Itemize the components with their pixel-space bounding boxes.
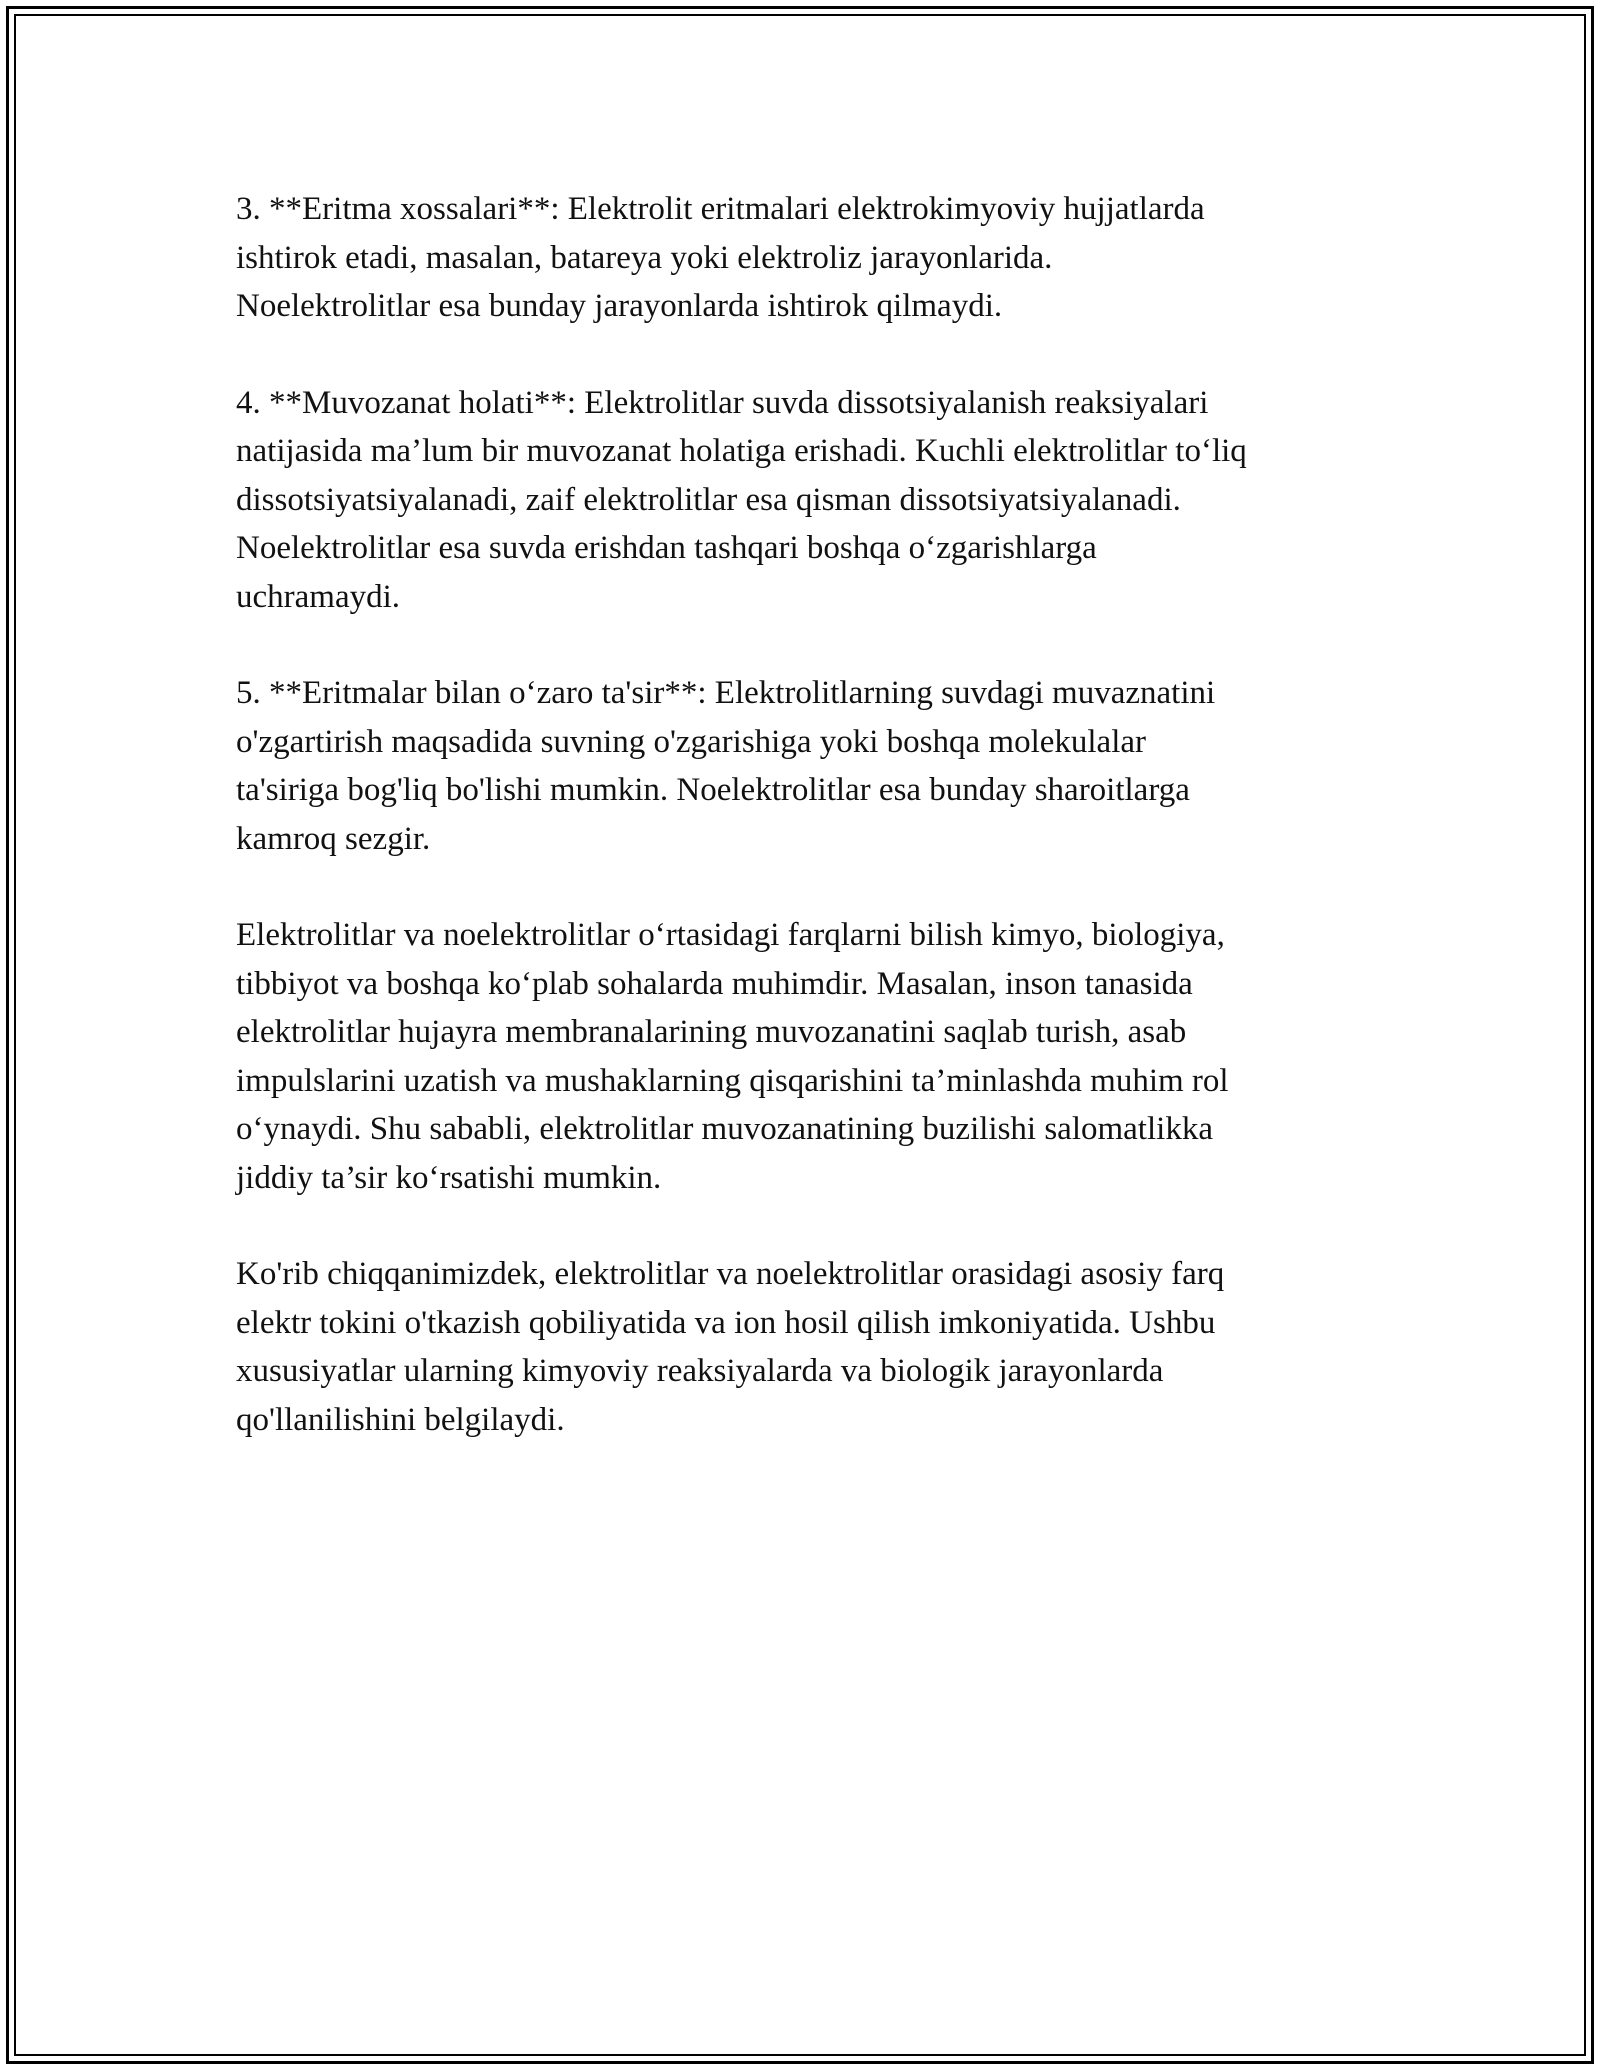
paragraph-equilibrium-state: 4. **Muvozanat holati**: Elektrolitlar suvda dissotsiyalanish reaksiyalari natijasida ma’lum bir muvozanat holatiga erishadi. Kuchli elektrolitlar to‘liq dissotsiyatsiyalanadi, zaif elektrolitlar esa qisman dissotsiyatsiyalanadi. Noelektrolitlar esa suvda erishdan tashqari boshqa o‘zgarishlarga uchramaydi. — [236, 384, 1247, 615]
paragraph-solution-interaction: 5. **Eritmalar bilan o‘zaro ta'sir**: Elektrolitlarning suvdagi muvaznatini o'zgartirish maqsadida suvning o'zgarishiga yoki boshqa molekulalar ta'siriga bog'liq bo'lishi mumkin. Noelektrolitlar esa bunday sharoitlarga kamroq sezgir. — [236, 675, 1216, 857]
document-body — [236, 185, 1376, 1492]
paragraph-solution-properties: 3. **Eritma xossalari**: Elektrolit eritmalari elektrokimyoviy hujjatlarda ishtirok etadi, masalan, batareya yoki elektroliz jarayonlarida. Noelektrolitlar esa bunday jarayonlarda ishtirok qilmaydi. — [236, 191, 1205, 324]
paragraph-conclusion: Ko'rib chiqqanimizdek, elektrolitlar va noelektrolitlar orasidagi asosiy farq elektr tokini o'tkazish qobiliyatida va ion hosil qilish imkoniyatida. Ushbu xususiyatlar ularning kimyoviy reaksiyalarda va biologik jarayonlarda qo'llanilishini belgilaydi. — [236, 1256, 1225, 1438]
paragraph-importance: Elektrolitlar va noelektrolitlar o‘rtasidagi farqlarni bilish kimyo, biologiya, tibbiyot va boshqa ko‘plab sohalarda muhimdir. Masalan, inson tanasida elektrolitlar hujayra membranalarining muvozanatini saqlab turish, asab impulslarini uzatish va mushaklarning qisqarishini ta’minlashda muhim rol o‘ynaydi. Shu sababli, elektrolitlar muvozanatining buzilishi salomatlikka jiddiy ta’sir ko‘rsatishi mumkin. — [236, 917, 1229, 1196]
